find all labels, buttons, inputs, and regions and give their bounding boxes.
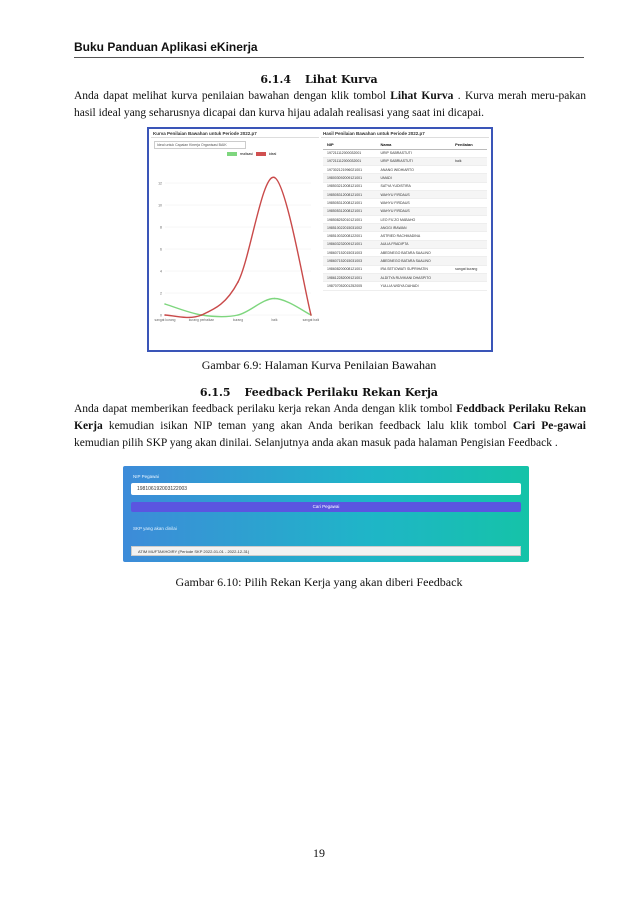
table-cell: 198612282009121001 — [323, 273, 377, 281]
table-panel-title: Hasil Penilaian Bawahan untuk Periode 2022.p7 — [321, 131, 489, 138]
table-cell: URIP SABRIASTUTI — [377, 157, 452, 165]
table-cell: LEO FIL'ZO MABAHO — [377, 215, 452, 223]
y-tick-label: 8 — [160, 225, 162, 230]
table-cell — [451, 273, 487, 281]
table-cell: 198510022015031002 — [323, 224, 377, 232]
table-row — [323, 232, 487, 240]
cari-pegawai-button[interactable]: Cari Pegawai — [131, 502, 521, 512]
para-bold: Lihat Kurva — [390, 90, 454, 102]
y-tick-label: 10 — [158, 203, 162, 208]
data-point-ideal — [201, 314, 203, 316]
penilaian-table — [323, 141, 487, 291]
y-tick-label: 0 — [160, 313, 162, 318]
table-cell: 197211112000032001 — [323, 157, 377, 165]
para-bold: Cari Pe-gawai — [512, 420, 586, 432]
table-cell: 198603232009121001 — [323, 240, 377, 248]
table-cell — [451, 215, 487, 223]
table-cell — [451, 207, 487, 215]
section-title: Lihat Kurva — [305, 73, 378, 86]
table-cell: ABEDNEGO BATARA SAALINO — [377, 257, 452, 265]
table-cell: 198505312008121001 — [323, 190, 377, 198]
table-cell — [451, 149, 487, 157]
table-cell: 198510032008122001 — [323, 232, 377, 240]
skp-select[interactable]: ATIM MUFTAKHOIRY (Periode SKP 2022-01-01 - 2022-12-31) — [131, 546, 521, 556]
table-cell: 198607152015031003 — [323, 257, 377, 265]
y-tick-label: 2 — [160, 291, 162, 296]
table-cell: 198505312008121001 — [323, 207, 377, 215]
table-cell: AULIA FRADIPTA — [377, 240, 452, 248]
table-header-0: NIP — [323, 141, 377, 149]
table-cell: ALDITYA RUVIKANI DHASPITO — [377, 273, 452, 281]
data-point-realisasi — [237, 314, 239, 316]
running-head: Buku Panduan Aplikasi eKinerja — [74, 40, 258, 54]
table-cell: 198508252010121001 — [323, 215, 377, 223]
legend-swatch-ideal — [256, 152, 266, 156]
section-number: 6.1.5 — [199, 386, 231, 399]
para-text: Anda dapat melihat kurva penilaian bawahan dengan klik tombol — [74, 90, 391, 102]
para-bold: Feddback Perilaku Rekan Kerja — [74, 403, 587, 432]
table-cell — [451, 249, 487, 257]
table-cell — [451, 224, 487, 232]
chart-legend — [227, 152, 276, 156]
table-cell: WAHYU FIRDAUS — [377, 190, 452, 198]
chart-panel-title: Kurva Penilaian Bawahan untuk Periode 2022.p7 — [151, 131, 319, 138]
series-line-realisasi — [165, 299, 311, 317]
legend-label-ideal: ideal — [268, 152, 277, 156]
paragraph-lihat-kurva — [74, 88, 586, 122]
table-row — [323, 190, 487, 198]
data-point-ideal — [310, 314, 312, 316]
table-cell: 198505312008121001 — [323, 199, 377, 207]
table-cell — [451, 190, 487, 198]
table-row — [323, 149, 487, 157]
table-row — [323, 240, 487, 248]
legend-swatch-realisasi — [227, 152, 237, 156]
table-cell: 197302121996021001 — [323, 166, 377, 174]
table-panel — [321, 131, 489, 348]
table-row — [323, 174, 487, 182]
table-cell — [451, 240, 487, 248]
table-row — [323, 265, 487, 273]
legend-label-realisasi: realisasi — [240, 152, 253, 156]
section-number: 6.1.4 — [260, 73, 292, 86]
table-row — [323, 199, 487, 207]
chart-panel — [151, 131, 319, 348]
series-line-ideal — [165, 177, 311, 317]
curve-chart — [151, 157, 319, 347]
table-cell: IRA SETIOWATI SUPRIHATIN — [377, 265, 452, 273]
data-point-realisasi — [274, 298, 276, 300]
table-cell: 198707052001252005 — [323, 282, 377, 290]
paragraph-feedback — [74, 401, 586, 452]
para-text: Anda dapat memberikan feedback perilaku kerja rekan Anda dengan klik tombol — [74, 403, 457, 415]
nip-input[interactable]: 198106192003122003 — [131, 483, 521, 495]
table-cell — [451, 174, 487, 182]
table-cell — [451, 199, 487, 207]
table-cell: URIP SABRASTUTI — [377, 149, 452, 157]
y-tick-label: 6 — [160, 247, 162, 252]
table-row — [323, 182, 487, 190]
table-row — [323, 273, 487, 281]
section-heading-feedback — [0, 386, 638, 399]
x-tick-label: sangat baik — [302, 318, 319, 322]
table-cell: YULLIA WIDYA DAHADI — [377, 282, 452, 290]
nip-label: NIP Pegawai — [133, 474, 159, 479]
table-cell: ABEDNEGO BATARA SAALINO — [377, 249, 452, 257]
table-cell — [451, 257, 487, 265]
data-point-ideal — [164, 314, 166, 316]
x-tick-label: baik — [271, 318, 278, 322]
section-heading-lihat-kurva — [0, 73, 638, 86]
table-cell: baik — [451, 157, 487, 165]
figure-caption-6-9: Gambar 6.9: Halaman Kurva Penilaian Bawahan — [201, 358, 437, 372]
table-row — [323, 166, 487, 174]
data-point-ideal — [274, 177, 276, 179]
table-cell: SATYA YUDISTIRA — [377, 182, 452, 190]
x-tick-label: kurang perbaikan — [188, 318, 215, 322]
figure-pilih-rekan-kerja — [123, 466, 529, 562]
header-rule — [74, 57, 584, 58]
table-cell: sangat kurang — [451, 265, 487, 273]
table-cell: 198607152015031003 — [323, 249, 377, 257]
table-cell: 197211112000032001 — [323, 149, 377, 157]
data-point-ideal — [237, 281, 239, 283]
table-row — [323, 215, 487, 223]
table-cell — [451, 166, 487, 174]
y-tick-label: 4 — [160, 269, 162, 274]
table-row — [323, 257, 487, 265]
x-tick-label: kurang — [232, 318, 244, 322]
ideal-select[interactable]: Ideal untuk Capaian Kinerja Organisasi BAIK — [154, 141, 246, 149]
table-header-1: Nama — [377, 141, 452, 149]
table-cell: UMADI — [377, 174, 452, 182]
table-cell: 198503212008121001 — [323, 182, 377, 190]
section-title: Feedback Perilaku Rekan Kerja — [244, 386, 439, 399]
table-cell: WAHYU FIRDAUS — [377, 199, 452, 207]
y-tick-label: 12 — [158, 181, 162, 186]
table-cell: 198608200008121001 — [323, 265, 377, 273]
table-row — [323, 249, 487, 257]
table-cell: WAHYU FIRDAUS — [377, 207, 452, 215]
table-row — [323, 282, 487, 290]
figure-caption-6-10: Gambar 6.10: Pilih Rekan Kerja yang akan diberi Feedback — [175, 575, 463, 589]
table-row — [323, 207, 487, 215]
table-cell — [451, 282, 487, 290]
table-cell — [451, 182, 487, 190]
x-tick-label: sangat kurang — [154, 318, 176, 322]
para-text: kemudian isikan NIP teman yang akan Anda berikan feedback lalu klik tombol — [102, 420, 513, 432]
para-text: . Kurva merah meru-pakan hasil ideal yang seharusnya dicapai dan kurva hijau adalah realisasi yang saat ini dicapai. — [74, 90, 587, 119]
figure-kurva-penilaian — [147, 127, 493, 352]
data-point-realisasi — [164, 303, 166, 305]
table-cell: ANGGI IRAWAN — [377, 224, 452, 232]
table-cell: ASTRIED RACHMADINA — [377, 232, 452, 240]
page-number: 19 — [313, 846, 325, 860]
table-cell: ANANG WIDHIARTO — [377, 166, 452, 174]
skp-label: SKP yang akan dinilai — [133, 526, 177, 531]
para-text: kemudian pilih SKP yang akan dinilai. Selanjutnya anda akan masuk pada halaman Pengisian Feedback . — [74, 437, 558, 449]
table-header-2: Penilaian — [451, 141, 487, 149]
table-cell — [451, 232, 487, 240]
table-cell: 198003092009121001 — [323, 174, 377, 182]
table-row — [323, 224, 487, 232]
table-row — [323, 157, 487, 165]
